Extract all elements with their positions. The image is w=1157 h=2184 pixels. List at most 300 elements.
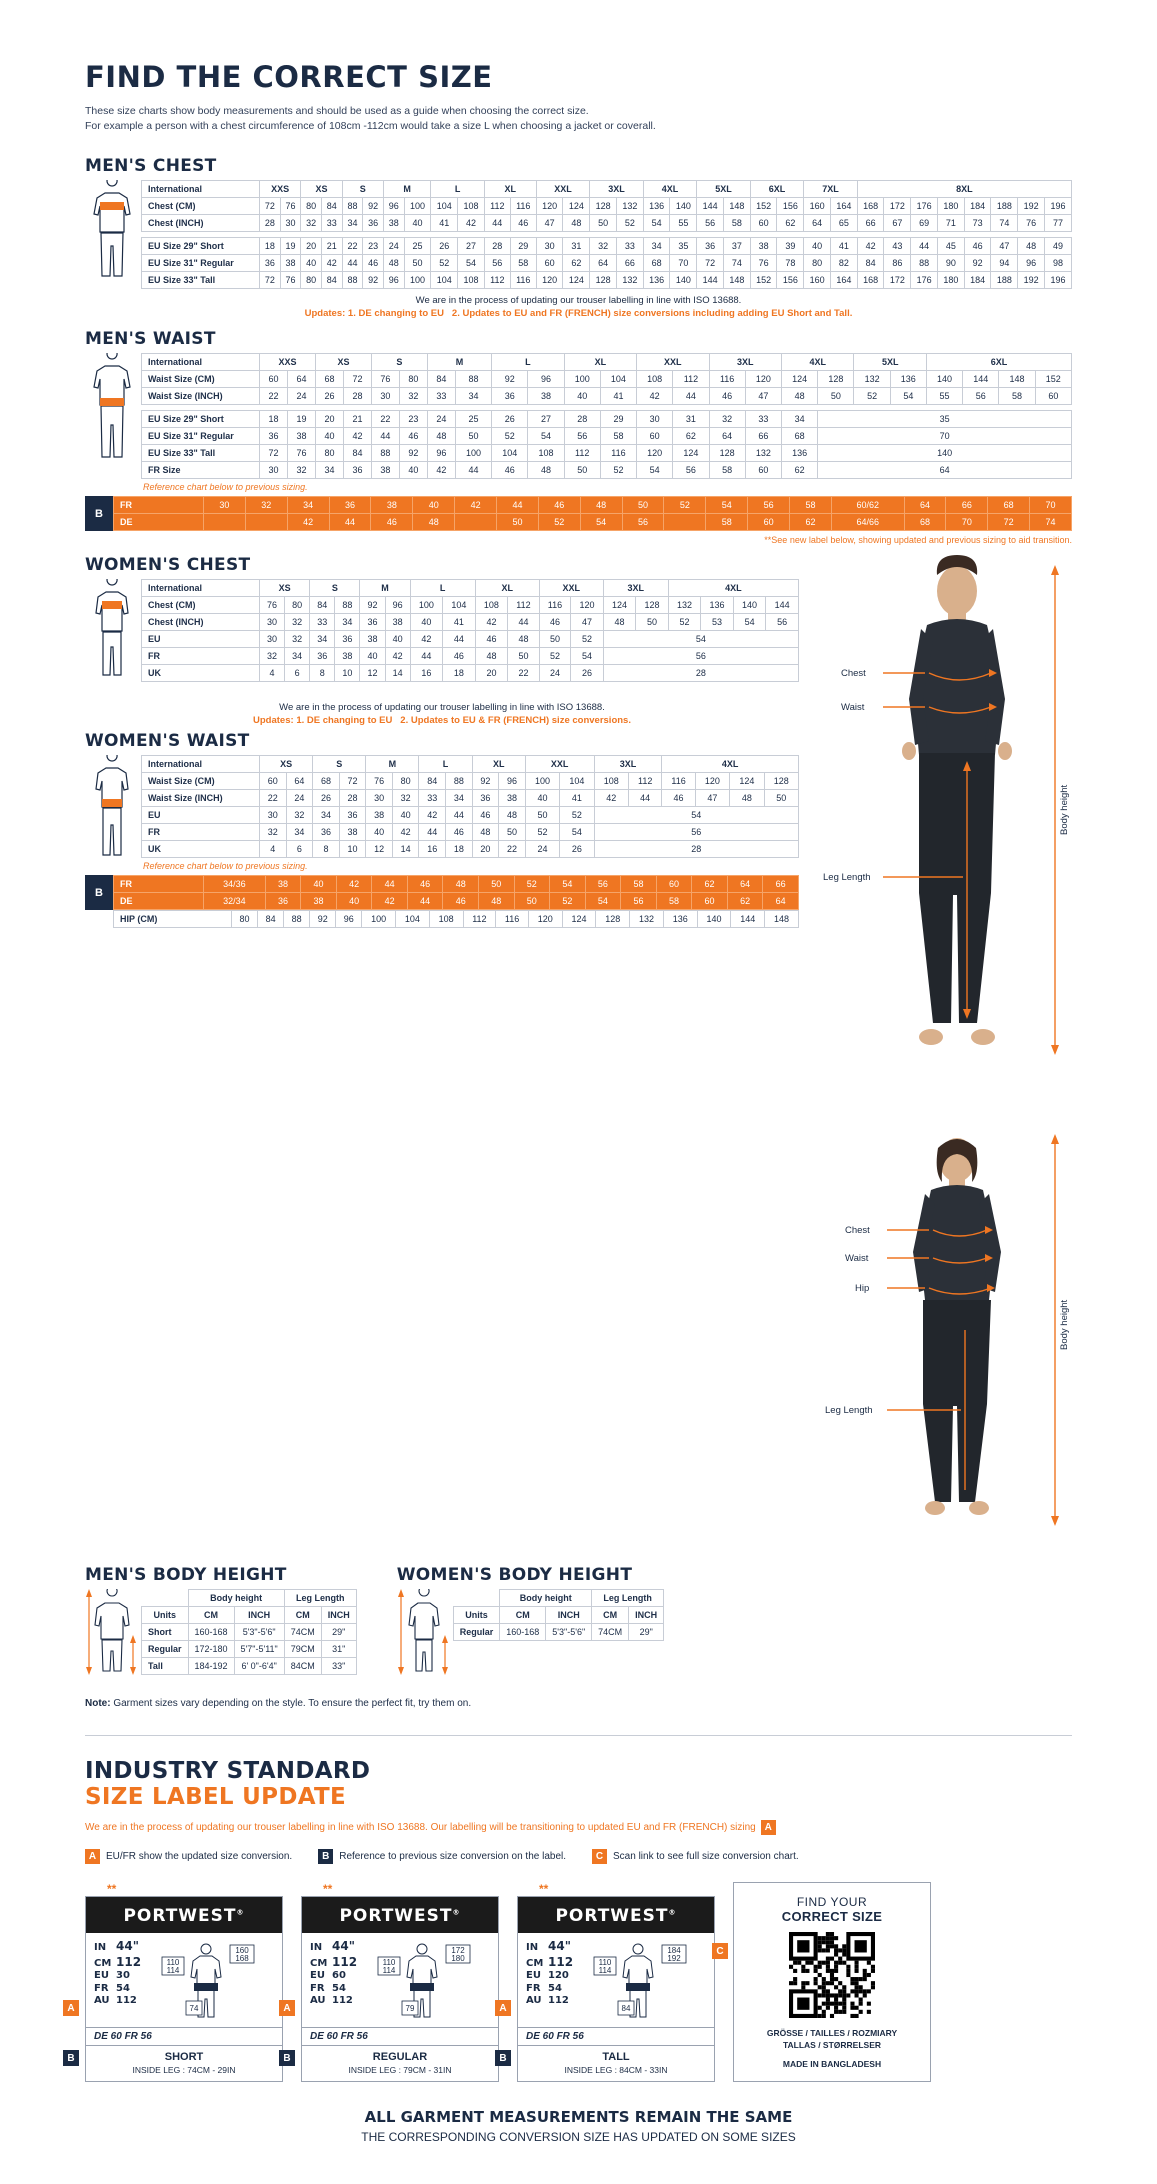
table-cell: 72 [260, 445, 288, 462]
orange-cell: 52 [514, 876, 550, 893]
table-cell: 156 [777, 198, 804, 215]
table-cell: 22 [508, 665, 540, 682]
mens-body-height-table [141, 1589, 357, 1675]
table-cell: 8 [310, 665, 335, 682]
table-cell: 21 [321, 238, 342, 255]
table-row [142, 428, 1072, 445]
svg-text:172: 172 [450, 1946, 465, 1956]
table-cell: 56 [963, 388, 999, 405]
table-cell: 160-168 [188, 1624, 234, 1641]
table-cell: 128 [596, 911, 630, 928]
header-cell: 6XL [750, 181, 804, 198]
table-cell: 47 [536, 215, 563, 232]
header-cell [453, 1590, 500, 1607]
table-cell: 64 [287, 371, 315, 388]
header-cell: International [142, 354, 260, 371]
orange-cell: 56 [748, 497, 790, 514]
table-cell: 41 [443, 614, 476, 631]
orange-row-label: FR [114, 876, 204, 893]
table-cell: 36 [310, 648, 335, 665]
table-cell: 48 [730, 790, 764, 807]
table-cell: 42 [427, 462, 455, 479]
table-cell: 124 [563, 198, 590, 215]
table-cell: 14 [385, 665, 410, 682]
table-cell: 100 [525, 773, 559, 790]
male-model-figure [817, 555, 1072, 1115]
table-cell: 52 [431, 255, 458, 272]
header-cell: S [342, 181, 383, 198]
orange-cell: 58 [706, 514, 748, 531]
table-cell: 66 [745, 428, 781, 445]
table-cell: 136 [643, 198, 670, 215]
womens-chest-table [141, 579, 799, 682]
table-cell: 44 [342, 255, 363, 272]
orange-cell: 60 [748, 514, 790, 531]
qr-code-icon[interactable] [789, 1932, 875, 2018]
male-torso-icon [85, 180, 139, 280]
orange-cell: 54 [706, 497, 748, 514]
mens-waist-orange-table [113, 496, 1072, 531]
table-cell: 55 [926, 388, 962, 405]
table-cell: 192 [1018, 198, 1045, 215]
table-cell: 10 [339, 841, 366, 858]
womens-chest-figure [85, 579, 141, 684]
table-cell: 58 [600, 428, 636, 445]
table-cell: 120 [536, 198, 563, 215]
table-cell: 46 [964, 238, 991, 255]
table-cell: 72 [260, 272, 281, 289]
table-cell: 46 [662, 790, 695, 807]
womens-body-height-table [453, 1589, 664, 1641]
table-cell: 44 [446, 807, 473, 824]
table-cell: 152 [1035, 371, 1071, 388]
table-cell: 60 [750, 215, 777, 232]
table-cell: 74CM [284, 1624, 321, 1641]
table-cell: 31" [321, 1641, 356, 1658]
table-row [142, 215, 1072, 232]
table-cell: 54 [560, 824, 594, 841]
table-cell: 56 [484, 255, 510, 272]
table-cell: 32 [286, 807, 313, 824]
table-cell: 60 [637, 428, 673, 445]
orange-cell: 62 [790, 514, 832, 531]
table-cell: 50 [564, 462, 600, 479]
table-row [142, 198, 1072, 215]
table-cell: 30 [260, 614, 285, 631]
table-cell: 53 [701, 614, 734, 631]
table-cell: 52 [854, 388, 890, 405]
table-cell: 24 [286, 790, 313, 807]
qr-title-1: FIND YOUR [796, 1895, 868, 1910]
table-cell: 128 [590, 272, 617, 289]
table-cell: 144 [697, 198, 724, 215]
table-cell: 144 [697, 272, 724, 289]
table-cell: 18 [260, 238, 281, 255]
table-cell: 30 [366, 790, 393, 807]
section-mens-waist [85, 329, 1072, 545]
table-cell: 64 [590, 255, 617, 272]
svg-text:192: 192 [666, 1954, 681, 1964]
table-cell: 33 [321, 215, 342, 232]
tag-a-2: A [279, 2000, 295, 2016]
table-cell: 26 [313, 790, 340, 807]
table-cell: 40 [360, 648, 385, 665]
svg-text:114: 114 [382, 1966, 395, 1976]
intro-line-2: For example a person with a chest circumference of 108cm -112cm would take a size L when choosing a jacket or coverall. [85, 120, 656, 133]
male-leglength-label: Leg Length [823, 872, 871, 884]
table-cell: 32 [392, 790, 419, 807]
table-cell: 40 [301, 255, 322, 272]
table-cell: 52 [539, 648, 571, 665]
table-cell: 76 [371, 371, 399, 388]
label-inside-leg: INSIDE LEG : 74CM - 29IN [132, 2065, 236, 2076]
table-cell: 124 [603, 597, 636, 614]
table-cell: 38 [528, 388, 564, 405]
table-cell: 28 [343, 388, 371, 405]
orange-cell: 46 [443, 893, 479, 910]
table-cell: 92 [310, 911, 336, 928]
orange-cell: 44 [372, 876, 408, 893]
table-cell: 112 [484, 272, 510, 289]
table-cell: 6' 0"-6'4" [234, 1658, 284, 1675]
table-cell: 72 [343, 371, 371, 388]
qr-origin: MADE IN BANGLADESH [782, 2059, 882, 2070]
table-cell: 40 [392, 807, 419, 824]
header-cell: XXL [536, 181, 590, 198]
table-cell: 84 [343, 445, 371, 462]
table-cell: 64 [818, 462, 1072, 479]
male-height-icon [85, 1589, 139, 1675]
table-cell: 132 [630, 911, 664, 928]
table-cell: 140 [733, 597, 766, 614]
row-label: FR Size [142, 462, 260, 479]
orange-cell: 38 [265, 876, 301, 893]
tag-a-1: A [63, 2000, 79, 2016]
label-size-row: CM 112 [526, 1954, 574, 1969]
table-cell: 144 [731, 911, 765, 928]
table-cell: 96 [385, 597, 410, 614]
table-cell: 47 [571, 614, 604, 631]
table-cell: 35 [670, 238, 697, 255]
table-cell: 19 [287, 411, 315, 428]
table-cell: 38 [366, 807, 393, 824]
header-cell: XS [260, 580, 310, 597]
womens-waist-updates [85, 715, 799, 726]
table-cell: 124 [562, 911, 596, 928]
table-cell: 60 [260, 773, 287, 790]
table-cell: 112 [564, 445, 600, 462]
label-size-row: AU 112 [94, 1995, 137, 2007]
orange-cell: 60 [656, 876, 692, 893]
table-cell: 14 [392, 841, 419, 858]
orange-row-label: DE [114, 514, 204, 531]
table-cell: 46 [492, 462, 528, 479]
orange-cell: 48 [478, 893, 514, 910]
womens-body-height-block [397, 1565, 664, 1680]
table-cell: 56 [697, 215, 724, 232]
header-cell: XS [260, 756, 313, 773]
table-cell: 128 [709, 445, 745, 462]
table-cell: 12 [366, 841, 393, 858]
label-sizes [94, 1939, 141, 2025]
industry-legend [85, 1849, 1072, 1864]
table-cell: 196 [1044, 198, 1071, 215]
table-cell: 68 [643, 255, 670, 272]
table-cell: 38 [750, 238, 777, 255]
table-cell: 38 [499, 790, 526, 807]
table-cell: 5'3"-5'6" [546, 1624, 592, 1641]
orange-cell: 64 [727, 876, 763, 893]
orange-cell: 36 [329, 497, 371, 514]
table-cell: 28 [339, 790, 366, 807]
row-label: EU Size 33" Tall [142, 445, 260, 462]
table-cell: 4 [260, 665, 285, 682]
table-cell: 33 [427, 388, 455, 405]
row-label: Waist Size (INCH) [142, 388, 260, 405]
orange-cell: 48 [580, 497, 622, 514]
update-1: 1. DE changing to EU [347, 308, 444, 320]
table-cell: 88 [446, 773, 473, 790]
header-cell: 3XL [603, 580, 668, 597]
table-cell: 62 [777, 215, 804, 232]
table-cell: 34 [285, 648, 310, 665]
svg-text:180: 180 [450, 1954, 465, 1964]
table-cell: 70 [670, 255, 697, 272]
table-cell: 21 [343, 411, 371, 428]
table-cell: 27 [528, 411, 564, 428]
table-cell: 56 [766, 614, 799, 631]
table-cell: 38 [385, 614, 410, 631]
label-card-1 [67, 1882, 283, 2082]
table-cell: 98 [1044, 255, 1071, 272]
orange-cell: 36 [265, 893, 301, 910]
table-cell: 36 [335, 631, 360, 648]
table-cell: 28 [594, 841, 798, 858]
table-cell: 42 [392, 824, 419, 841]
orange-cell: 68 [988, 497, 1030, 514]
table-cell: 46 [539, 614, 571, 631]
table-cell: 42 [321, 255, 342, 272]
table-cell: 140 [670, 272, 697, 289]
table-cell: 28 [603, 665, 798, 682]
row-label: Short [142, 1624, 189, 1641]
label-size-row: FR 54 [526, 1982, 562, 1994]
womens-waist-ref-note: Reference chart below to previous sizing. [143, 861, 308, 872]
mens-body-height-block [85, 1565, 357, 1680]
table-cell: 66 [857, 215, 884, 232]
orange-cell: 30 [204, 497, 246, 514]
table-cell: 60 [260, 371, 288, 388]
table-cell: 80 [301, 272, 322, 289]
svg-text:168: 168 [234, 1954, 249, 1964]
table-cell: 25 [455, 411, 491, 428]
table-cell: 30 [260, 462, 288, 479]
header-cell: L [431, 181, 485, 198]
garment-note [85, 1698, 1072, 1709]
table-cell: 132 [745, 445, 781, 462]
qr-languages: GRÖSSE / TAILLES / ROZMIARY TALLAS / STØRRELSER [766, 2028, 898, 2050]
table-cell: 30 [280, 215, 301, 232]
table-cell: 29" [321, 1624, 356, 1641]
table-cell: 34 [643, 238, 670, 255]
orange-cell: 54 [580, 514, 622, 531]
header-cell: M [360, 580, 410, 597]
orange-cell: 40 [301, 876, 337, 893]
table-cell: 50 [636, 614, 669, 631]
table-cell: 82 [830, 255, 857, 272]
header-cell: XL [564, 354, 636, 371]
table-cell: 116 [539, 597, 571, 614]
table-cell: 44 [484, 215, 510, 232]
table-cell: 34 [455, 388, 491, 405]
table-cell: 136 [643, 272, 670, 289]
table-cell: 54 [603, 631, 798, 648]
table-cell: 28 [484, 238, 510, 255]
table-cell: 30 [637, 411, 673, 428]
table-cell: 124 [782, 371, 818, 388]
updates-label-w: Updates: [253, 715, 294, 727]
orange-cell: 48 [443, 876, 479, 893]
table-cell: 112 [673, 371, 709, 388]
row-label: EU [142, 807, 260, 824]
table-cell: 80 [232, 911, 258, 928]
table-cell: 47 [695, 790, 729, 807]
label-previous-sizing: DE 60 FR 56 [302, 2027, 498, 2045]
table-cell: 88 [371, 445, 399, 462]
header-cell: Body height [500, 1590, 592, 1607]
header-cell: 5XL [854, 354, 926, 371]
table-cell: 24 [539, 665, 571, 682]
header-cell: XL [475, 580, 539, 597]
table-cell: 20 [475, 665, 508, 682]
table-cell: 50 [590, 215, 617, 232]
table-cell: 32 [285, 631, 310, 648]
table-cell: 140 [697, 911, 731, 928]
mens-waist-previous-sizing [85, 496, 1072, 531]
label-person-icon [592, 1939, 688, 2025]
table-row [142, 790, 799, 807]
table-cell: 29" [629, 1624, 664, 1641]
table-cell: 77 [1044, 215, 1071, 232]
header-cell [142, 1590, 189, 1607]
svg-text:160: 160 [234, 1946, 249, 1956]
table-cell: 32 [709, 411, 745, 428]
table-row [142, 272, 1072, 289]
row-label: EU Size 31" Regular [142, 428, 260, 445]
orange-cell: 60/62 [831, 497, 904, 514]
badge-b-mens: B [85, 496, 113, 531]
table-cell: 25 [404, 238, 431, 255]
table-cell: 78 [777, 255, 804, 272]
intro-text [85, 104, 1072, 134]
legend-text-a: EU/FR show the updated size conversion. [106, 1851, 293, 1863]
table-cell: 6 [285, 665, 310, 682]
legend-text-b: Reference to previous size conversion on the label. [339, 1851, 567, 1863]
orange-cell: 68 [904, 514, 946, 531]
table-cell: 92 [964, 255, 991, 272]
section-womens-waist [85, 702, 799, 928]
brand-logo: PORTWEST® [86, 1897, 282, 1933]
orange-cell: 42 [372, 893, 408, 910]
model-illustrations [817, 555, 1072, 1555]
header-cell: XXL [539, 580, 603, 597]
tag-a-3: A [495, 2000, 511, 2016]
table-cell: 40 [366, 824, 393, 841]
legend-tag-a: A [85, 1849, 100, 1864]
table-cell: 144 [963, 371, 999, 388]
table-cell: 38 [360, 631, 385, 648]
table-cell: 40 [804, 238, 831, 255]
table-cell: 36 [339, 807, 366, 824]
header-cell: L [410, 580, 475, 597]
header-cell: 3XL [709, 354, 781, 371]
header-cell: 6XL [926, 354, 1071, 371]
table-cell: 108 [458, 198, 485, 215]
table-cell: 56 [673, 462, 709, 479]
table-cell: 148 [723, 272, 750, 289]
body-height-section [85, 1565, 1072, 1680]
table-subheader-row [453, 1607, 663, 1624]
female-chest-label: Chest [845, 1225, 870, 1237]
table-cell: 73 [964, 215, 991, 232]
table-cell: 44 [371, 428, 399, 445]
table-cell: 38 [383, 215, 404, 232]
table-cell: 100 [362, 911, 396, 928]
table-cell: 50 [525, 807, 559, 824]
table-cell: 32 [590, 238, 617, 255]
table-cell: 84 [321, 272, 342, 289]
legend-text-c: Scan link to see full size conversion chart. [613, 1851, 799, 1863]
table-cell: 120 [695, 773, 729, 790]
row-label: EU Size 33" Tall [142, 272, 260, 289]
table-header-row [142, 756, 799, 773]
table-cell: 5'7"-5'11" [234, 1641, 284, 1658]
table-cell: 43 [884, 238, 911, 255]
header-cell: 4XL [662, 756, 799, 773]
female-leglength-label: Leg Length [825, 1405, 873, 1417]
orange-cell: 52 [538, 514, 580, 531]
table-cell: 58 [723, 215, 750, 232]
table-cell: 50 [404, 255, 431, 272]
table-cell: 44 [410, 648, 443, 665]
table-cell: 80 [315, 445, 343, 462]
table-cell: 84 [258, 911, 284, 928]
label-figure [357, 1939, 490, 2025]
table-cell: 96 [383, 272, 404, 289]
table-cell: 88 [335, 597, 360, 614]
table-cell: 50 [508, 648, 540, 665]
table-cell: 184 [964, 198, 991, 215]
tag-a-inline: A [761, 1820, 776, 1835]
table-cell: 32 [399, 388, 427, 405]
orange-cell [455, 514, 497, 531]
header-cell: INCH [546, 1607, 592, 1624]
table-cell: 160-168 [500, 1624, 546, 1641]
womens-waist-figure [85, 755, 141, 865]
table-row [142, 824, 799, 841]
table-cell: 88 [342, 198, 363, 215]
mens-chest-figure [85, 180, 141, 285]
table-cell: 104 [560, 773, 594, 790]
table-cell: 192 [1018, 272, 1045, 289]
table-cell: 18 [260, 411, 288, 428]
update-2: 2. Updates to EU and FR (FRENCH) size conversions including adding EU Short and Tall. [451, 308, 853, 320]
table-row [142, 773, 799, 790]
table-cell: 128 [818, 371, 854, 388]
table-cell: 36 [472, 790, 499, 807]
table-cell: 26 [560, 841, 594, 858]
womens-waist-previous-sizing [85, 875, 799, 910]
